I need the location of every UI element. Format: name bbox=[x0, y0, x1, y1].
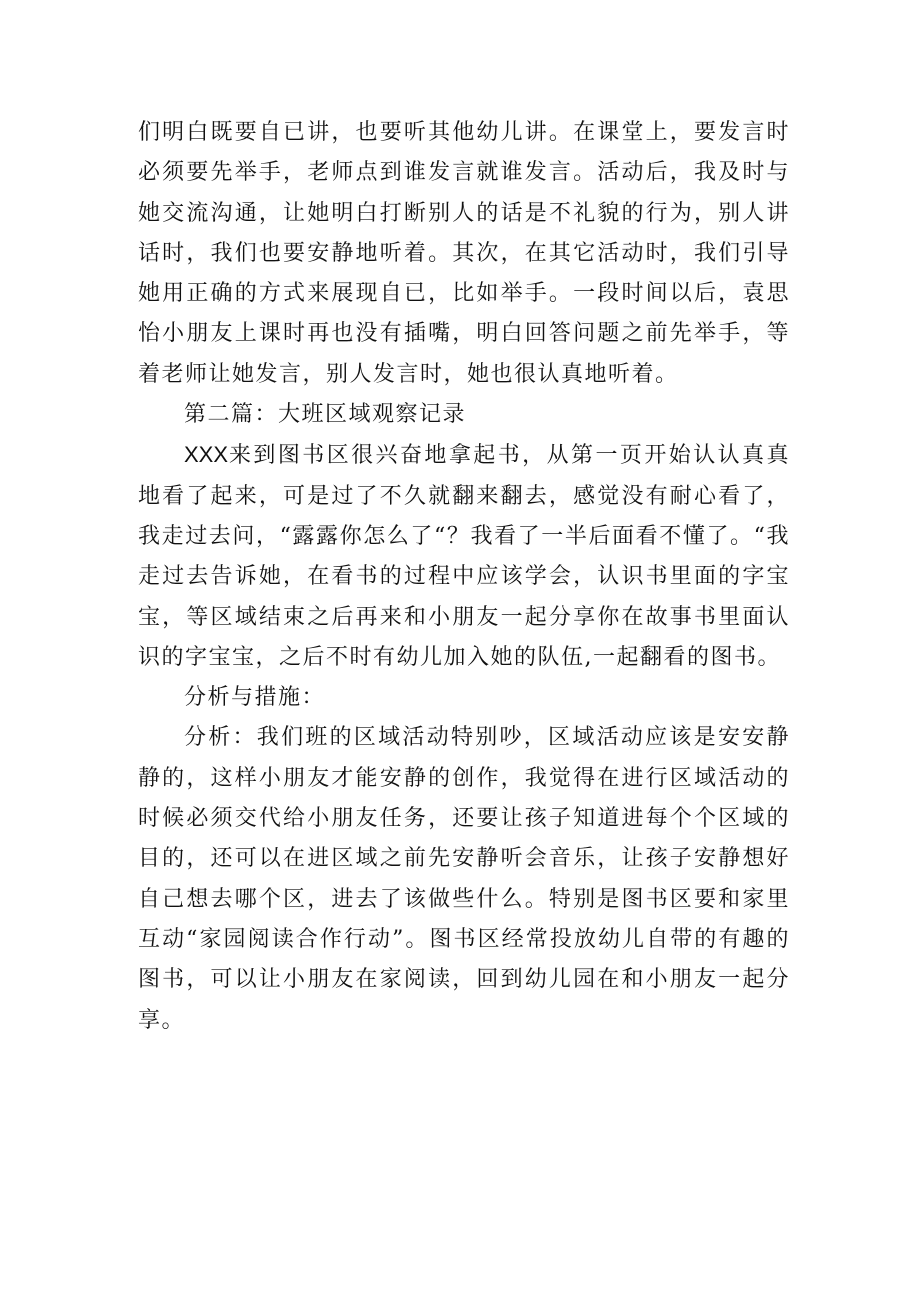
observation-text: 来到图书区很兴奋地拿起书，从第一页开始认认真真地看了起来，可是过了不久就翻来翻去，感觉没有耐心看了，我走过去问，“露露你怎么了“？我看了一半后面看不懂了。“我走过去告诉她，在看书的过程中应该学会，认识书里面的字宝宝，等区域结束之后再来和小朋友一起分享你在故事书里面认识的字宝宝，之后不时有幼儿加入她的队伍,一起翻看的图书。 bbox=[138, 443, 790, 670]
child-name-placeholder: XXX bbox=[184, 442, 229, 468]
paragraph-continuation: 们明白既要自已讲，也要听其他幼儿讲。在课堂上，要发言时必须要先举手，老师点到谁发言就谁发言。活动后，我及时与她交流沟通，让她明白打断别人的话是不礼貌的行为，别人讲话时，我们也要安静地听着。其次，在其它活动时，我们引导她用正确的方式来展现自已，比如举手。一段时间以后，袁思怡小朋友上课时再也没有插嘴，明白回答问题之前先举手，等着老师让她发言，别人发言时，她也很认真地听着。 bbox=[138, 120, 790, 387]
analysis-paragraph: 分析：我们班的区域活动特别吵，区域活动应该是安安静静的，这样小朋友才能安静的创作，我觉得在进行区域活动的时候必须交代给小朋友任务，还要让孩子知道进每个个区域的目的，还可以在进区域之前先安静听会音乐，让孩子安静想好自己想去哪个区，进去了该做些什么。特别是图书区要和家里互动“家园阅读合作行动”。图书区经常投放幼儿自带的有趣的图书，可以让小朋友在家阅读，回到幼儿园在和小朋友一起分享。 bbox=[138, 725, 790, 1033]
observation-paragraph bbox=[138, 435, 790, 678]
section-heading: 第二篇：大班区域观察记录 bbox=[184, 402, 467, 428]
document-page bbox=[138, 113, 790, 1041]
analysis-subheading: 分析与措施： bbox=[184, 685, 326, 711]
